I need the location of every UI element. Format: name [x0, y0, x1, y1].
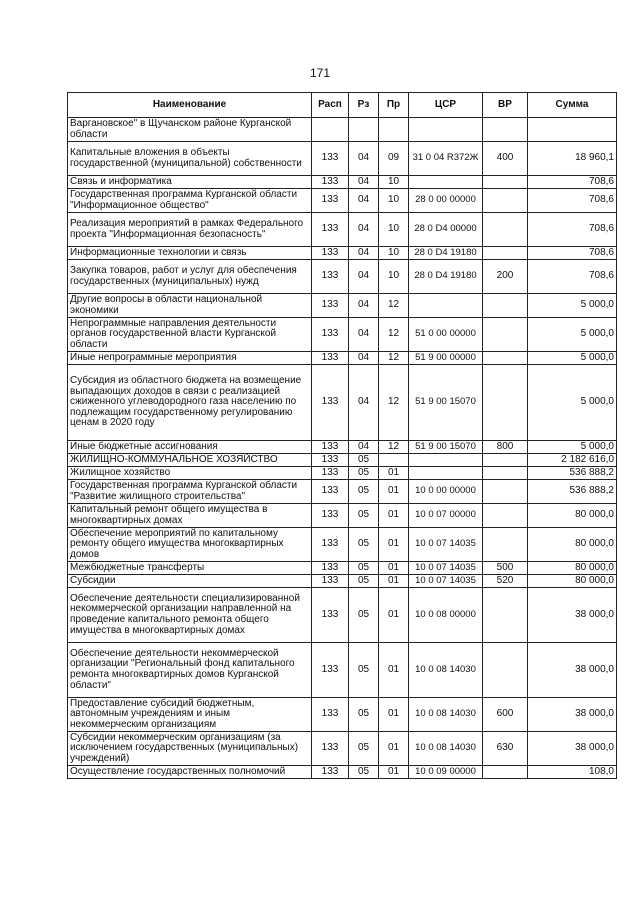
row-rz: 04: [349, 213, 379, 247]
row-pr: 01: [379, 575, 409, 588]
row-vr: 200: [483, 260, 528, 294]
row-name: Непрограммные направления деятельности органов государственной власти Курганской области: [68, 318, 312, 352]
table-row: [68, 142, 617, 176]
row-rz: 04: [349, 247, 379, 260]
row-name: Другие вопросы в области национальной экономики: [68, 294, 312, 318]
table-row: [68, 643, 617, 698]
row-sum: 708,6: [528, 260, 617, 294]
row-rz: 05: [349, 528, 379, 562]
row-pr: 01: [379, 588, 409, 643]
row-csr: 10 0 07 14035: [409, 528, 483, 562]
row-pr: 01: [379, 504, 409, 528]
row-csr: 28 0 D4 19180: [409, 260, 483, 294]
table-row: [68, 766, 617, 779]
header-name: Наименование: [68, 93, 312, 118]
row-vr: [483, 588, 528, 643]
table-row: [68, 504, 617, 528]
row-name: Межбюджетные трансферты: [68, 562, 312, 575]
row-rz: [349, 118, 379, 142]
row-pr: 01: [379, 732, 409, 766]
row-name: Обеспечение деятельности специализированной некоммерческой организации направленной на проведение капитального ремонта общего имущества в многоквартирных домах: [68, 588, 312, 643]
row-vr: 800: [483, 441, 528, 454]
row-csr: 10 0 08 14030: [409, 732, 483, 766]
table-row: [68, 118, 617, 142]
budget-table: [67, 92, 617, 779]
row-vr: [483, 528, 528, 562]
row-csr: 51 9 00 00000: [409, 352, 483, 365]
header-rasp: Расп: [312, 93, 349, 118]
row-sum: 80 000,0: [528, 575, 617, 588]
row-csr: 10 0 09 00000: [409, 766, 483, 779]
row-pr: 10: [379, 176, 409, 189]
row-name: Государственная программа Курганской области "Информационное общество": [68, 189, 312, 213]
header-pr: Пр: [379, 93, 409, 118]
row-pr: 01: [379, 766, 409, 779]
row-name: Субсидии: [68, 575, 312, 588]
row-vr: [483, 365, 528, 441]
row-csr: 31 0 04 R372Ж: [409, 142, 483, 176]
row-vr: [483, 643, 528, 698]
row-name: Субсидии некоммерческим организациям (за исключением государственных (муниципальных) учреждений): [68, 732, 312, 766]
row-vr: [483, 504, 528, 528]
row-vr: 400: [483, 142, 528, 176]
row-vr: 600: [483, 698, 528, 732]
row-rz: 05: [349, 575, 379, 588]
row-rz: 04: [349, 294, 379, 318]
row-csr: [409, 454, 483, 467]
row-rasp: 133: [312, 142, 349, 176]
row-pr: 01: [379, 698, 409, 732]
row-csr: 51 0 00 00000: [409, 318, 483, 352]
row-sum: 80 000,0: [528, 504, 617, 528]
row-pr: 12: [379, 294, 409, 318]
table-row: [68, 247, 617, 260]
row-rz: 05: [349, 766, 379, 779]
table-row: [68, 588, 617, 643]
row-rasp: 133: [312, 588, 349, 643]
row-name: Реализация мероприятий в рамках Федерального проекта "Информационная безопасность": [68, 213, 312, 247]
row-sum: 80 000,0: [528, 528, 617, 562]
row-rasp: [312, 118, 349, 142]
row-vr: [483, 189, 528, 213]
row-rasp: 133: [312, 504, 349, 528]
row-rasp: 133: [312, 467, 349, 480]
row-csr: 10 0 07 14035: [409, 562, 483, 575]
header-csr: ЦСР: [409, 93, 483, 118]
row-vr: [483, 480, 528, 504]
row-rasp: 133: [312, 528, 349, 562]
row-sum: 708,6: [528, 213, 617, 247]
row-sum: 536 888,2: [528, 480, 617, 504]
row-rz: 05: [349, 588, 379, 643]
table-body: [68, 118, 617, 779]
row-pr: 09: [379, 142, 409, 176]
row-vr: [483, 766, 528, 779]
row-vr: [483, 352, 528, 365]
row-rz: 04: [349, 318, 379, 352]
row-pr: 10: [379, 260, 409, 294]
row-name: Закупка товаров, работ и услуг для обеспечения государственных (муниципальных) нужд: [68, 260, 312, 294]
row-csr: [409, 467, 483, 480]
row-rasp: 133: [312, 732, 349, 766]
row-pr: 10: [379, 247, 409, 260]
row-name: Государственная программа Курганской области "Развитие жилищного строительства": [68, 480, 312, 504]
table-row: [68, 732, 617, 766]
row-pr: 12: [379, 318, 409, 352]
row-vr: 500: [483, 562, 528, 575]
table-row: [68, 467, 617, 480]
row-rz: 04: [349, 441, 379, 454]
table-row: [68, 365, 617, 441]
table-header-row: [68, 93, 617, 118]
row-rz: 04: [349, 142, 379, 176]
row-rz: 05: [349, 698, 379, 732]
row-rz: 05: [349, 732, 379, 766]
row-rasp: 133: [312, 365, 349, 441]
row-sum: 5 000,0: [528, 365, 617, 441]
row-rz: 05: [349, 562, 379, 575]
row-sum: 108,0: [528, 766, 617, 779]
row-sum: 38 000,0: [528, 588, 617, 643]
row-rz: 04: [349, 176, 379, 189]
table-row: [68, 480, 617, 504]
row-sum: [528, 118, 617, 142]
row-rasp: 133: [312, 766, 349, 779]
table-row: [68, 189, 617, 213]
row-name: Субсидия из областного бюджета на возмещение выпадающих доходов в связи с реализацией сжиженного углеводородного газа населению по подлежащим государственному регулированию ценам в 2020 году: [68, 365, 312, 441]
row-rz: 04: [349, 260, 379, 294]
row-rasp: 133: [312, 189, 349, 213]
row-name: Иные бюджетные ассигнования: [68, 441, 312, 454]
row-csr: [409, 294, 483, 318]
row-rasp: 133: [312, 575, 349, 588]
row-pr: 12: [379, 441, 409, 454]
row-vr: [483, 294, 528, 318]
row-pr: [379, 454, 409, 467]
row-sum: 5 000,0: [528, 294, 617, 318]
row-rasp: 133: [312, 643, 349, 698]
row-vr: [483, 213, 528, 247]
row-csr: 51 9 00 15070: [409, 441, 483, 454]
row-csr: 28 0 D4 00000: [409, 213, 483, 247]
row-csr: 28 0 00 00000: [409, 189, 483, 213]
row-name: Предоставление субсидий бюджетным, автономным учреждениям и иным некоммерческим организациям: [68, 698, 312, 732]
row-rasp: 133: [312, 698, 349, 732]
row-pr: 01: [379, 480, 409, 504]
row-rasp: 133: [312, 441, 349, 454]
row-name: Связь и информатика: [68, 176, 312, 189]
row-pr: 01: [379, 643, 409, 698]
header-rz: Рз: [349, 93, 379, 118]
row-sum: 708,6: [528, 247, 617, 260]
row-rz: 05: [349, 454, 379, 467]
row-sum: 38 000,0: [528, 643, 617, 698]
row-vr: [483, 454, 528, 467]
row-pr: 10: [379, 189, 409, 213]
row-rasp: 133: [312, 247, 349, 260]
row-csr: [409, 118, 483, 142]
row-rasp: 133: [312, 480, 349, 504]
row-name: Обеспечение деятельности некоммерческой организации "Региональный фонд капитального ремонта многоквартирных домов Курганской области": [68, 643, 312, 698]
row-name: Информационные технологии и связь: [68, 247, 312, 260]
table-row: [68, 176, 617, 189]
row-rasp: 133: [312, 213, 349, 247]
row-pr: 10: [379, 213, 409, 247]
row-pr: 01: [379, 562, 409, 575]
row-name: Капитальные вложения в объекты государственной (муниципальной) собственности: [68, 142, 312, 176]
row-csr: 10 0 08 00000: [409, 588, 483, 643]
row-pr: 01: [379, 467, 409, 480]
row-rasp: 133: [312, 352, 349, 365]
row-rasp: 133: [312, 260, 349, 294]
row-vr: [483, 247, 528, 260]
row-name: ЖИЛИЩНО-КОММУНАЛЬНОЕ ХОЗЯЙСТВО: [68, 454, 312, 467]
row-rz: 04: [349, 352, 379, 365]
row-rasp: 133: [312, 176, 349, 189]
row-sum: 536 888,2: [528, 467, 617, 480]
row-sum: 5 000,0: [528, 441, 617, 454]
row-vr: 630: [483, 732, 528, 766]
row-rasp: 133: [312, 562, 349, 575]
row-csr: 28 0 D4 19180: [409, 247, 483, 260]
page-number: 171: [309, 66, 331, 80]
row-vr: [483, 118, 528, 142]
row-csr: 51 9 00 15070: [409, 365, 483, 441]
row-name: Осуществление государственных полномочий: [68, 766, 312, 779]
row-rz: 04: [349, 365, 379, 441]
row-name: Жилищное хозяйство: [68, 467, 312, 480]
row-csr: [409, 176, 483, 189]
row-csr: 10 0 08 14030: [409, 698, 483, 732]
table-row: [68, 294, 617, 318]
row-pr: 12: [379, 365, 409, 441]
row-sum: 38 000,0: [528, 732, 617, 766]
row-vr: [483, 318, 528, 352]
row-rz: 05: [349, 643, 379, 698]
row-csr: 10 0 08 14030: [409, 643, 483, 698]
row-csr: 10 0 07 14035: [409, 575, 483, 588]
table-row: [68, 260, 617, 294]
row-rz: 05: [349, 467, 379, 480]
row-sum: 80 000,0: [528, 562, 617, 575]
row-sum: 708,6: [528, 189, 617, 213]
row-name: Обеспечение мероприятий по капитальному ремонту общего имущества многоквартирных домов: [68, 528, 312, 562]
row-vr: 520: [483, 575, 528, 588]
row-csr: 10 0 00 00000: [409, 480, 483, 504]
row-sum: 5 000,0: [528, 352, 617, 365]
row-name: Капитальный ремонт общего имущества в многоквартирных домах: [68, 504, 312, 528]
row-rz: 05: [349, 480, 379, 504]
row-vr: [483, 176, 528, 189]
row-rasp: 133: [312, 294, 349, 318]
row-pr: [379, 118, 409, 142]
row-sum: 18 960,1: [528, 142, 617, 176]
header-vr: ВР: [483, 93, 528, 118]
row-pr: 01: [379, 528, 409, 562]
table-row: [68, 698, 617, 732]
row-name: Иные непрограммные мероприятия: [68, 352, 312, 365]
table-row: [68, 562, 617, 575]
table-row: [68, 454, 617, 467]
table-row: [68, 213, 617, 247]
row-sum: 2 182 616,0: [528, 454, 617, 467]
row-rasp: 133: [312, 454, 349, 467]
row-sum: 5 000,0: [528, 318, 617, 352]
table-row: [68, 528, 617, 562]
table-row: [68, 318, 617, 352]
table-row: [68, 352, 617, 365]
row-csr: 10 0 07 00000: [409, 504, 483, 528]
row-rasp: 133: [312, 318, 349, 352]
row-rz: 04: [349, 189, 379, 213]
row-vr: [483, 467, 528, 480]
row-pr: 12: [379, 352, 409, 365]
header-sum: Сумма: [528, 93, 617, 118]
row-sum: 708,6: [528, 176, 617, 189]
table-row: [68, 575, 617, 588]
row-sum: 38 000,0: [528, 698, 617, 732]
row-rz: 05: [349, 504, 379, 528]
row-name: Варгановское" в Щучанском районе Курганской области: [68, 118, 312, 142]
table-row: [68, 441, 617, 454]
